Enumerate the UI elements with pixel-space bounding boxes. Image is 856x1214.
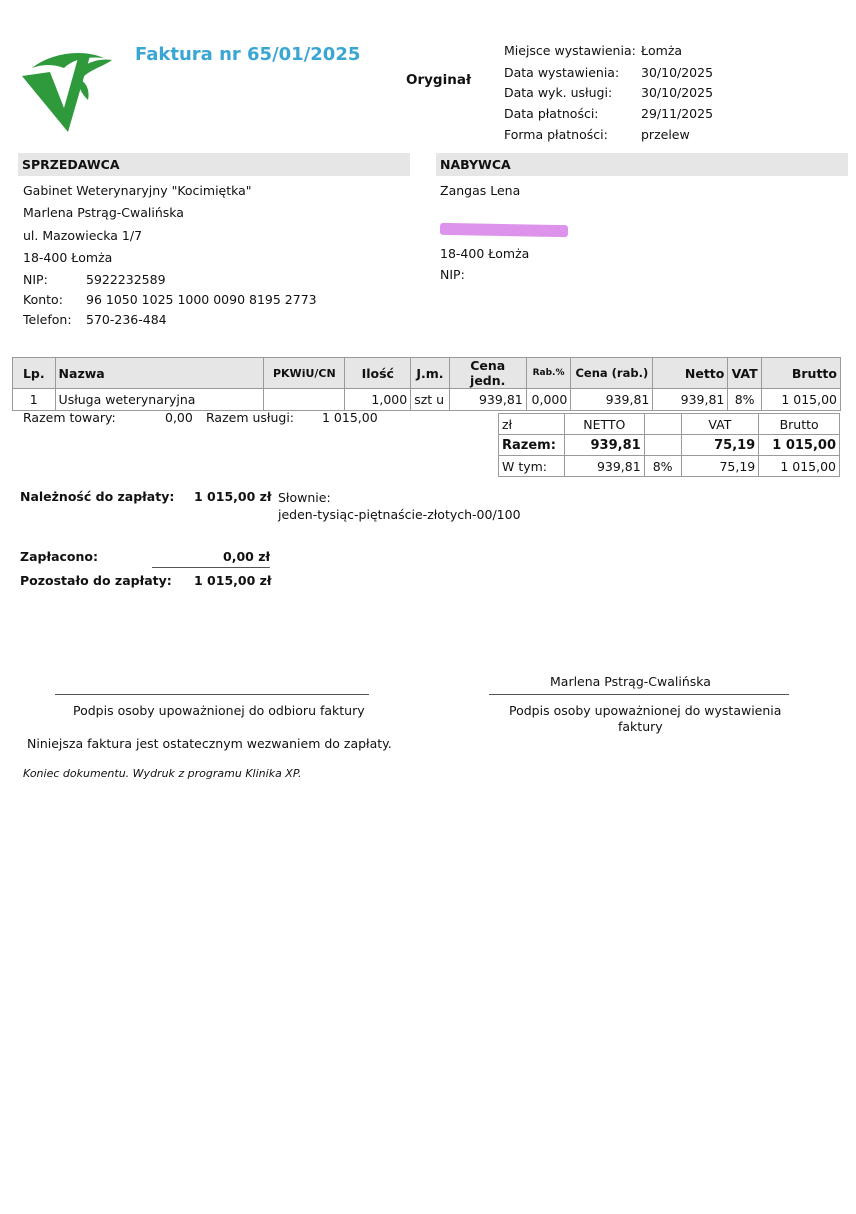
seller-nip: 5922232589 (86, 272, 166, 287)
cell-lp: 1 (13, 389, 56, 411)
seller-phone-label: Telefon: (23, 312, 72, 327)
cell-discounted-price: 939,81 (571, 389, 653, 411)
goods-total-label: Razem towary: (23, 410, 116, 425)
buyer-heading: NABYWCA (440, 157, 511, 172)
seller-heading-bar (18, 153, 410, 176)
column-header: J.m. (411, 358, 450, 389)
summary-breakdown-brutto: 1 015,00 (759, 456, 840, 477)
summary-header: VAT (681, 414, 759, 435)
summary-header (644, 414, 681, 435)
seller-line: Gabinet Weterynaryjny "Kocimiętka" (23, 183, 252, 198)
invoice-title: Faktura nr 65/01/2025 (135, 44, 361, 65)
meta-value: 29/11/2025 (641, 106, 714, 121)
amount-due-label: Należność do zapłaty: (20, 489, 175, 504)
issuer-signature-caption: Podpis osoby upoważnionej do wystawienia (509, 703, 782, 718)
remaining-value: 1 015,00 zł (194, 573, 272, 588)
column-header: Cena jedn. (449, 358, 526, 389)
goods-total-value: 0,00 (165, 410, 193, 425)
summary-empty-cell (644, 435, 681, 456)
summary-breakdown-vat: 75,19 (681, 456, 759, 477)
meta-value: 30/10/2025 (641, 85, 714, 100)
summary-header-row (499, 414, 840, 435)
cell-unit-price: 939,81 (449, 389, 526, 411)
column-header: Brutto (761, 358, 840, 389)
end-of-document-note: Koniec dokumentu. Wydruk z programu Klinika XP. (23, 767, 302, 780)
meta-label: Data płatności: (504, 106, 599, 121)
seller-line: ul. Mazowiecka 1/7 (23, 228, 143, 243)
paid-label: Zapłacono: (20, 549, 99, 564)
column-header: Lp. (13, 358, 56, 389)
column-header: Rab.% (526, 358, 571, 389)
meta-label: Data wystawienia: (504, 65, 620, 80)
in-words-value: jeden-tysiąc-piętnaście-złotych-00/100 (278, 507, 521, 522)
column-header: Ilość (345, 358, 411, 389)
meta-label: Forma płatności: (504, 127, 608, 142)
amount-due-value: 1 015,00 zł (194, 489, 272, 504)
copy-label: Oryginał (406, 72, 471, 88)
seller-account-label: Konto: (23, 292, 63, 307)
final-notice: Niniejsza faktura jest ostatecznym wezwaniem do zapłaty. (27, 736, 392, 751)
summary-header: zł (499, 414, 565, 435)
cell-unit: szt u (411, 389, 450, 411)
summary-total-netto: 939,81 (564, 435, 644, 456)
cell-netto: 939,81 (653, 389, 728, 411)
company-logo (20, 46, 116, 136)
column-header: Cena (rab.) (571, 358, 653, 389)
seller-phone: 570-236-484 (86, 312, 167, 327)
services-total-value: 1 015,00 (322, 410, 378, 425)
redacted-address-mark (440, 223, 568, 237)
summary-total-brutto: 1 015,00 (759, 435, 840, 456)
cell-name: Usługa weterynaryjna (55, 389, 264, 411)
paid-underline (152, 567, 270, 568)
cell-brutto: 1 015,00 (761, 389, 840, 411)
issuer-signature-caption-continued: faktury (618, 719, 663, 734)
meta-value: 30/10/2025 (641, 65, 714, 80)
meta-value: Łomża (641, 43, 683, 58)
receiver-signature-caption: Podpis osoby upoważnionej do odbioru faktury (73, 703, 365, 718)
seller-account: 96 1050 1025 1000 0090 8195 2773 (86, 292, 317, 307)
summary-breakdown-rate: 8% (644, 456, 681, 477)
summary-total-vat: 75,19 (681, 435, 759, 456)
summary-breakdown-label: W tym: (499, 456, 565, 477)
buyer-heading-bar (436, 153, 848, 176)
meta-label: Data wyk. usługi: (504, 85, 613, 100)
paid-value: 0,00 zł (223, 549, 271, 564)
summary-breakdown-netto: 939,81 (564, 456, 644, 477)
column-header: VAT (728, 358, 762, 389)
buyer-nip-label: NIP: (440, 267, 465, 282)
items-table (12, 357, 841, 411)
table-row (13, 389, 841, 411)
summary-header: NETTO (564, 414, 644, 435)
summary-breakdown-row (499, 456, 840, 477)
meta-label: Miejsce wystawienia: (504, 43, 636, 58)
cell-quantity: 1,000 (345, 389, 411, 411)
summary-total-row (499, 435, 840, 456)
buyer-name: Zangas Lena (440, 183, 521, 198)
seller-line: 18-400 Łomża (23, 250, 113, 265)
summary-total-label: Razem: (499, 435, 565, 456)
column-header: Nazwa (55, 358, 264, 389)
column-header: PKWiU/CN (264, 358, 345, 389)
cell-vat: 8% (728, 389, 762, 411)
receiver-signature-line (55, 694, 369, 695)
meta-value: przelew (641, 127, 690, 142)
cell-discount: 0,000 (526, 389, 571, 411)
items-header-row (13, 358, 841, 389)
summary-header: Brutto (759, 414, 840, 435)
in-words-label: Słownie: (278, 490, 331, 505)
column-header: Netto (653, 358, 728, 389)
vat-summary-table (498, 413, 840, 477)
seller-line: Marlena Pstrąg-Cwalińska (23, 205, 184, 220)
seller-nip-label: NIP: (23, 272, 48, 287)
remaining-label: Pozostało do zapłaty: (20, 573, 172, 588)
services-total-label: Razem usługi: (206, 410, 295, 425)
issuer-signature-line (489, 694, 789, 695)
seller-heading: SPRZEDAWCA (22, 157, 120, 172)
issuer-name: Marlena Pstrąg-Cwalińska (550, 674, 711, 689)
cell-pkwiu (264, 389, 345, 411)
buyer-city: 18-400 Łomża (440, 246, 530, 261)
